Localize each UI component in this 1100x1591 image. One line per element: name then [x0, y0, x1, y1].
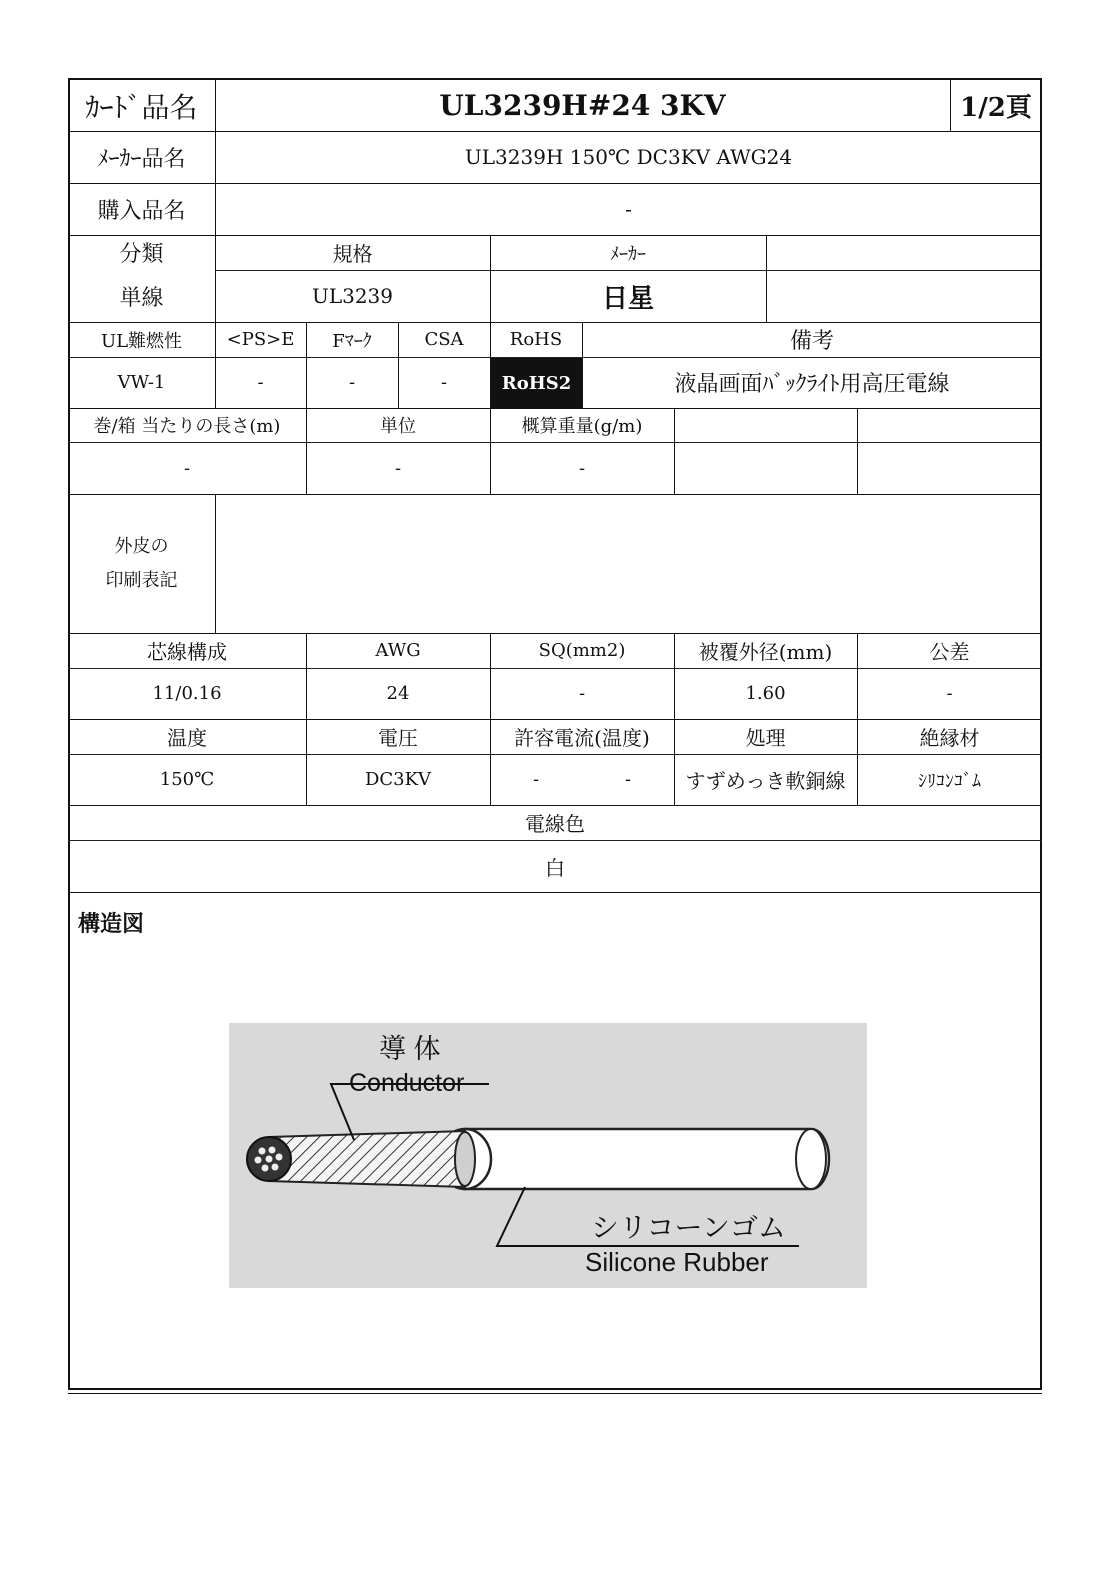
insulation-label: 絶縁材: [919, 726, 980, 750]
cable-structure-figure: [229, 1023, 867, 1288]
grid-line: [766, 235, 767, 322]
remarks-value: 液晶画面ﾊﾞｯｸﾗｲﾄ用高圧電線: [674, 372, 950, 397]
card-name-value: UL3239H#24 3KV: [439, 89, 726, 122]
conductor-jp-label: 導 体: [379, 1034, 441, 1064]
tolerance-value: -: [946, 683, 953, 704]
temperature-value: 150℃: [159, 769, 215, 790]
ul-flame-value: VW-1: [117, 372, 166, 393]
treatment-value: すずめっき軟銅線: [685, 769, 846, 793]
insulation-en-label: Silicone Rubber: [585, 1247, 769, 1277]
printing-label-line2: 印刷表記: [105, 569, 178, 591]
maker-value: 日星: [601, 283, 654, 314]
rohs-badge: RoHS2: [491, 358, 582, 408]
voltage-label: 電圧: [378, 726, 418, 750]
printing-label-line1: 外皮の: [114, 535, 169, 557]
core-label: 芯線構成: [147, 640, 227, 664]
card-name-label: ｶｰﾄﾞ品名: [85, 90, 198, 124]
weight-value: -: [578, 457, 586, 479]
ul-flame-label: UL難燃性: [100, 330, 183, 352]
length-label: 巻/箱 当たりの長さ(m): [93, 416, 281, 437]
core-value: 11/0.16: [152, 683, 222, 704]
length-value: -: [183, 457, 191, 479]
tolerance-label: 公差: [929, 640, 970, 664]
maker-part-value: UL3239H 150℃ DC3KV AWG24: [464, 145, 793, 169]
sq-label: SQ(mm2): [538, 640, 626, 661]
wire-color-value: 白: [545, 855, 565, 880]
outer-diameter-value: 1.60: [745, 683, 786, 704]
standard-value: UL3239: [311, 284, 394, 308]
insulation-jp-label: シリコーンゴム: [591, 1212, 786, 1243]
temperature-label: 温度: [167, 726, 207, 750]
pse-label: <PS>E: [226, 329, 295, 350]
conductor-en-label: Conductor: [349, 1069, 465, 1097]
maker-label: ﾒｰｶｰ: [610, 243, 646, 265]
unit-value: -: [394, 457, 402, 479]
awg-label: AWG: [375, 640, 421, 661]
insulation-value: ｼﾘｺﾝｺﾞﾑ: [918, 770, 981, 792]
wire-color-label: 電線色: [525, 812, 585, 836]
unit-label: 単位: [380, 416, 416, 437]
insulation-jacket: [439, 1129, 829, 1189]
purchase-name-value: -: [625, 197, 632, 221]
printing-label: [68, 494, 215, 633]
awg-value: 24: [386, 683, 410, 704]
grid-line: [68, 892, 1042, 893]
outer-diameter-label: 被覆外径(mm): [698, 640, 833, 664]
maker-part-label: ﾒｰｶｰ品名: [97, 146, 186, 172]
category-value: 単線: [119, 285, 164, 311]
conductor-strand: [247, 1131, 475, 1187]
treatment-label: 処理: [745, 726, 786, 750]
current-value-b: -: [624, 769, 632, 790]
weight-label: 概算重量(g/m): [521, 416, 643, 437]
structure-diagram-title: 構造図: [78, 911, 145, 937]
page-indicator: 1/2頁: [960, 93, 1032, 123]
category-label: 分類: [119, 242, 164, 267]
standard-label: 規格: [332, 242, 373, 266]
sq-value: -: [578, 683, 586, 704]
rohs-label: RoHS: [509, 329, 563, 350]
current-label: 許容電流(温度): [514, 726, 650, 750]
fmark-value: -: [348, 372, 356, 393]
grid-line: [215, 494, 216, 633]
grid-line: [674, 408, 675, 494]
csa-value: -: [440, 372, 448, 393]
purchase-name-label: 購入品名: [97, 198, 186, 224]
grid-line: [857, 408, 858, 494]
bottom-rule: [68, 1393, 1042, 1394]
csa-label: CSA: [424, 329, 464, 350]
fmark-label: Fﾏｰｸ: [332, 330, 372, 352]
voltage-value: DC3KV: [364, 769, 432, 790]
pse-value: -: [257, 372, 264, 393]
current-value-a: -: [532, 769, 540, 790]
remarks-label: 備考: [789, 329, 834, 354]
cable-illustration: [229, 1023, 867, 1288]
